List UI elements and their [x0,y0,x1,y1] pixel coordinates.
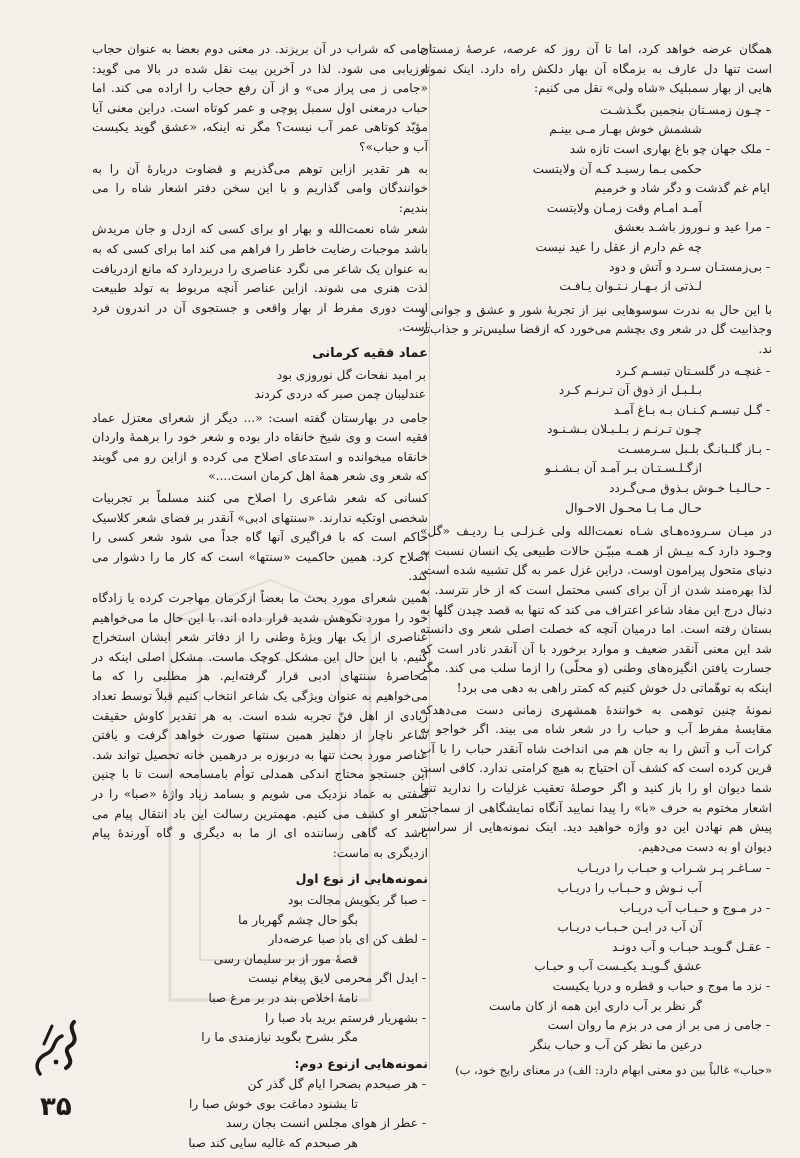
verse-line: - در مـوج و حـبـاب آب دریـاب [619,900,770,915]
paragraph: کسانی که شعر شاعری را اصلاح می کنند مسلماً بر تجربیات شخصی اوتکیه ندارند. «سنتهای ادبی» آنقدر بر فضای شعر کلاسیک حاکم است که با فراگیری آنها گاه جداً می شود شعر کسی را اصلاح کرد. همین حاکمیت «سنتها» است که کار ما را دشوار می کند. [92,491,428,584]
verse-block [92,1075,428,1153]
verse-line: ازگـلـسـتـان بـر آمـد آن بـشـنـو [545,461,702,476]
verse-line: - جامی ز می بر از می در بزم ما روان است [547,1018,770,1033]
subsection-title: نمونه‌هایی ازنوع دوم: [294,1055,428,1071]
verse-line: - عقـل گـویـد حبـاب و آب دونـد [611,939,770,954]
verse-line: نامهٔ اخلاص بند در بر مرغ صبا [208,990,358,1005]
verse-line: عندلیبان چمن صبر که دردی کردند [254,387,426,402]
verse-line: - بشهریار فرستم برید باد صبا را [265,1010,426,1025]
verse-block [420,101,772,297]
verse-line: - سـاغـر پـر شـراب و حبـاب را دریـاب [576,861,770,876]
paragraph: جامی که شراب در آن بریزند. در معنی دوم بعضا به عنوان حجاب ارزیابی می شود. لذا در آخرین بیت نقل شده در بالا می گوید: «جامی ز می پراز می» و از آن رفع حجاب را اراده می کند. اما حباب درمعنی اول سمبل پوچی و عمر کوتاه است. دراین معنی آیا مؤیّد کوتاهی عمر آب نیست؟ مگر نه اینکه، «عشق گوید یکیست آب و حباب»؟ [92,42,428,154]
verse-line: گر نظر بر آب داری این همه از کان ماست [489,998,702,1013]
paragraph: همگان عرضه خواهد کرد، اما تا آن روز که عرصه، عرصهٔ زمستان است تنها دل عارف به بزمگاه آن بهار دلکش راه دارد. اینک نمونه هایی از بهار سمبلیک «شاه ولی» نقل می کنیم: [420,42,772,96]
verse-line: - صبا گر بکویش مجالت بود [287,892,426,907]
verse-block [92,891,428,1048]
verse-line: - بـاز گلـبانـگ بلـبل سـرمسـت [617,441,770,456]
verse-line: لـذتی از بـهـار نـتـوان یـافـت [559,279,702,294]
paragraph: همین شعرای مورد بحث ما بعضاً ازکرمان مهاجرت کرده یا زادگاه خود را مورد نکوهش شدید قرار داده اند. با این حال ما می‌خواهیم عناصری از یک بهار ویژهٔ وطنی را از دفاتر شعر ایشان استخراج کنیم. با این حال این مشکل کوچک ماست. مشکل اصلی اینکه در محاصرهٔ سنتهای ادبی قرار گرفته‌ایم. هر مطلبی را که ما می‌خواهیم به عنوان ویژگی یک شاعر انتخاب کنیم قبلاً توسط تعداد زیادی از اهل فنّ تجربه شده است. به هر تقدیر کاوش حقیقت شاعر ناچار از دهلیز همین سنتها صورت خواهد گرفت و یافتن عناصر مورد بحث تنها به دربوزه بر درهمین خانه تحصیل تواند شد. این جستجو محتاج اندکی همدلی توأم بامسامحه است تا با چنین صفتی به عماد نزدیک می شویم و بسامد زیاد واژهٔ «صبا» را در شعر او کشف می کنیم. مهمترین رسالت این باد انتقال پیام می باشد که گاهی رساننده ای از ما به دیگری و گاه آورندهٔ پیام ازدیگری به ماست: [92,591,428,860]
verse-line: - ایدل اگر محرمی لایق پیغام نیست [248,971,426,986]
paragraph: جامی در بهارستان گفته است: «... دیگر از شعرای معتزل عماد فقیه است و وی شیخ خانقاه دار بوده و شعر خود را برهمهٔ واردان خانقاه میخوانده و استدعای اصلاح می کرده و ازاین رو می گویند که شعر وی شعر همهٔ اهل کرمان است....» [92,410,428,484]
verse-line: - نزد ما موج و حباب و قطره و دریا یکیست [552,978,770,993]
verse-line: قصهٔ مور از بر سلیمان رسی [213,951,358,966]
paragraph: به هر تقدیر ازاین توهم می‌گذریم و قضاوت دربارهٔ آن را به خوانندگان وامی گذاریم و با این سخن دفتر اشعار شاه را می بندیم: [92,161,428,215]
verse-line: - غنچـه در گلسـتان تبسـم کـرد [615,363,770,378]
verse-line: - حـالـیـا خـوش بـذوق مـی‌گـردد [609,481,770,496]
verse-line: - گـل تبسـم کـنـان بـه بـاغ آمـد [613,402,770,417]
verse-block [420,362,772,519]
verse-line: - مرا عید و نـوروز باشـد بعشق [614,220,770,235]
paragraph: با این حال به ندرت سوسوهایی نیز از تجربهٔ شور و عشق و جوانی و وجذابیت گل در شعر وی بچشم می‌خورد که ازقضا سلیس‌تر و جذاب‌تر ند. [420,302,772,356]
verse-line: عشق گـویـد یکیـست آب و حبـاب [534,959,702,974]
verse-line: درعین ما نظر کن آب و حباب بنگر [530,1037,702,1052]
verse-line: ایام غم گذشت و دگر شاد و خرمیم [594,181,770,196]
verse-line: ششمش خوش بهـار مـی بینـم [549,122,702,137]
verse-line: بر امید نفحات گل نوروزی بود [276,367,426,382]
paragraph: نمونهٔ چنین توهمی به خوانندهٔ همشهری زمانی دست می‌دهدکه مقایسهٔ مفرط آب و حباب را در شعر شاه می بیند. اگر خواجو به کرات آب و آتش را به جان هم می انداخت شاه آنقدر حباب را با آب قرین کرده است که کشف آن احتیاج به هیچ کرامتی ندارد. کافی است شما دیوان او را باز کنید و اگر حوصلهٔ تعقیب غزلیات را ندارید تنها اشعار مختوم به حرف «با» را پیدا نمایید آنگاه نمایشگاهی از سماجت پیش هم نهادن این دو واژه خواهید دید. اینک نمونه‌هایی از سراسر دیوان او به دست می‌دهیم. [420,702,772,854]
section-title: عماد فقیه کرمانی [312,345,428,361]
verse-line: حـال مـا بـا محـول الاحـوال [565,500,702,515]
footnote: «حباب» غالباً بین دو معنی ابهام دارد: الف) در معنای رایج خود، ب) [455,1063,772,1078]
verse-line: حکمی بـما رسیـد کـه آن ولایتست [532,161,702,176]
verse-line: مگر بشرح بگوید نیازمندی ما را [201,1030,358,1045]
verse-line: - ملک جهان چو باغ بهاری است تازه شد [569,141,770,156]
verse-line: آن آب در ایـن حـبـاب دریـاب [557,920,702,935]
verse-line: تا بشنود دماغت بوی خوش صبا را [189,1096,358,1111]
verse-line: چـون تـرنـم ز بـلـبـلان بـشـنـود [547,422,702,437]
verse-line: آمـد امـام وقت زمـان ولایتست [546,200,702,215]
verse-block [420,859,772,1055]
verse-line: - هر صبحدم بصحرا ایام گل گذر کن [247,1077,426,1092]
verse-line: بگو حال چشم گهربار ما [238,912,358,927]
page-number: ۳۵ [40,1092,72,1122]
verse-line: آب نـوش و حـبـاب را دریـاب [557,880,702,895]
verse-line: - لطف کن ای باد صبا عرضه‌دار [268,932,426,947]
kerman-logo [26,1016,88,1080]
verse-line: - عطر از هوای مجلس انست بجان رسد [225,1116,426,1131]
verse-line: چه غم دارم از عقل را عید نیست [535,239,702,254]
verse-line: - چـون زمسـتان بنجمین بگـذشـت [600,102,770,117]
left-column [92,40,428,1158]
paragraph: در میـان سـروده‌هـای شـاه نعمت‌الله ولی غـزلـی بـا ردیـف «گل» وجـود دارد کـه بیـش از همـه مبیّـن حالات طبیعی یک انسان نسبت به دنیای متحول پیرامون اوست. دراین غزل عمر به گل تشبیه شده است، لذا بهره‌مند شدن از آن برای کسی محتمل است که از خار نترسد. به دنبال درج این مفاد شاعر اعتراف می کند که تنها به قصد چیدن گلها به بستان رفته است. اما درمیان آنچه که خصلت اصلی شعر وی دانسته شد این معنی آنقدر ضعیف و موارد برخورد با آن آنقدر نادر است که جسارت یافتن انگیزه‌های وطنی (و محلّی) را ازما سلب می کند. مگر اینکه به توهّماتی دل خوش کنیم که کمتر راهی به دهی می برد! [420,524,772,695]
verse-block [92,366,428,405]
verse-line: - بی‌زمستـان سـرد و آتش و دود [609,259,770,274]
paragraph: شعر شاه نعمت‌الله و بهار او برای کسی که ازدل و جان مریدش باشد موجبات رضایت خاطر را فراهم می کند اما برای کسی که به به عنوان یک شاعر می نگرد عناصری را دربردارد که مانع ازدریافت لذت هنری می شوند. ازاین عناصر آنچه مربوط به تولد طبیعت است دوری مفرط از بهار واقعی و جستجوی آن در اندرون فرد است. [92,222,428,335]
right-column [420,40,772,1083]
subsection-title: نمونه‌هایی از نوع اول [295,871,428,887]
verse-line: هر صبحدم که غالیه سایی کند صبا [188,1136,358,1151]
verse-line: بـلـبـل از ذوق آن تـرنـم کـرد [558,383,702,398]
